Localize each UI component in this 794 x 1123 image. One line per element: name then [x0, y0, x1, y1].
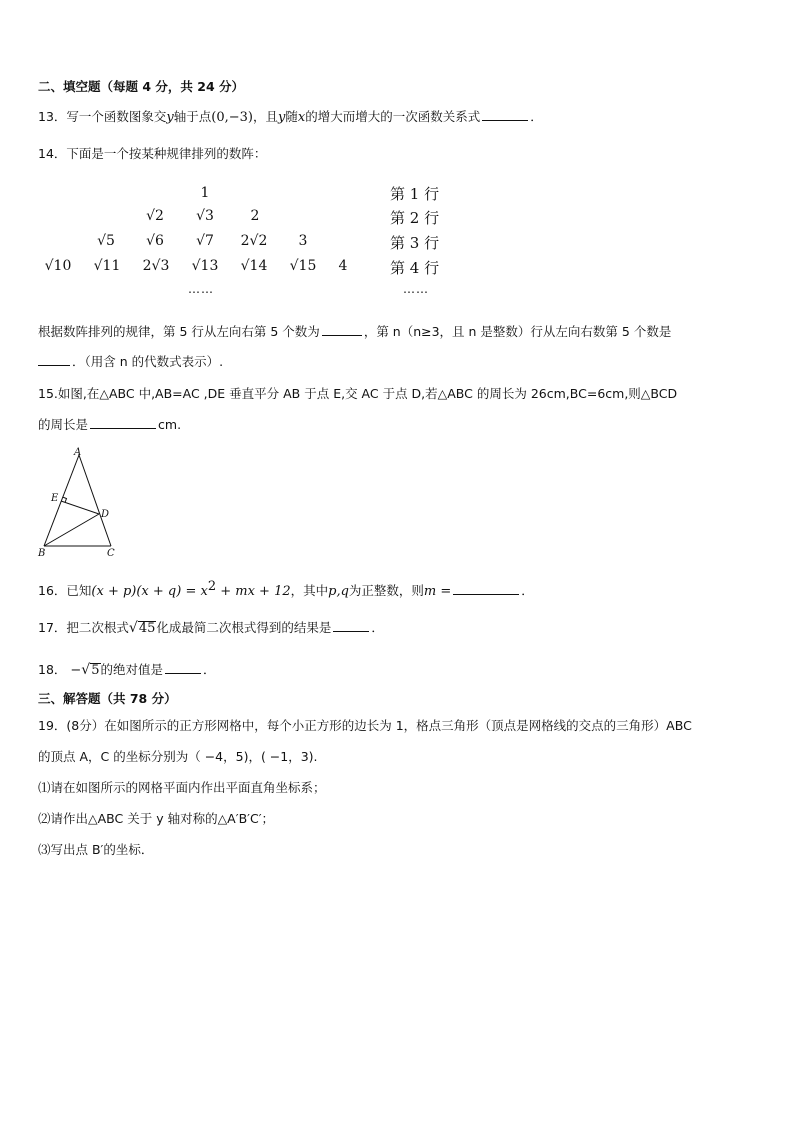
row-label-continuation-dots: ……	[403, 282, 429, 296]
q15-text-a: 的周长是	[38, 417, 89, 432]
q13-var-y: y	[166, 110, 174, 125]
q16-text-b: ，其中	[290, 583, 329, 599]
q14-answer-blank-1[interactable]	[322, 323, 362, 336]
q19-part-1: ⑴请在如图所示的网格平面内作出平面直角坐标系；	[38, 780, 326, 795]
q14-ask-3: ．（用含 n 的代数式表示）.	[72, 354, 224, 369]
q15-text-b: cm.	[158, 417, 182, 432]
q17-sqrt	[129, 620, 156, 636]
row-label-3: 第 3 行	[390, 234, 440, 252]
q13-answer-blank[interactable]	[482, 108, 528, 121]
q18-radicand: 5	[91, 663, 100, 678]
q18-answer-blank[interactable]	[165, 661, 201, 674]
q16-text-c: 为正整数，则	[348, 583, 424, 599]
array-continuation-dots: ……	[188, 282, 214, 296]
q18-minus: −	[70, 663, 82, 678]
q18-end: ．	[203, 662, 216, 677]
row-label-2: 第 2 行	[390, 209, 440, 227]
array-r2-c3: 2	[250, 208, 260, 224]
q13-var-y2: y	[278, 110, 286, 125]
q17-text-b: 化成最简二次根式得到的结果是	[156, 620, 332, 635]
q15-line-2	[38, 416, 181, 434]
q18-text-b: 的绝对值是	[100, 662, 164, 677]
array-r3-c3: √7	[196, 233, 214, 249]
q18-number: 18．	[38, 662, 67, 677]
array-r4-c7: 4	[338, 258, 348, 274]
array-r3-c1: √5	[97, 233, 115, 249]
q16-text-a: 16．已知	[38, 583, 92, 599]
q13-text-3: ，且	[253, 109, 279, 124]
q17-end: ．	[371, 620, 384, 635]
array-r4-c3: 2√3	[142, 258, 170, 274]
array-r3-c5: 3	[298, 233, 308, 249]
question-13	[38, 108, 543, 127]
q13-number: 13．	[38, 109, 67, 124]
q13-var-x: x	[297, 110, 306, 125]
q15-triangle-figure	[36, 446, 126, 560]
q16-end: ．	[521, 583, 534, 599]
q16-expression-2: + mx + 12	[216, 584, 291, 600]
array-r4-c1: √10	[44, 258, 72, 274]
q16-answer-blank[interactable]	[453, 582, 519, 595]
q13-point: (0,−3)	[211, 110, 254, 125]
label-b: B	[38, 548, 46, 559]
label-e: E	[51, 493, 59, 504]
q19-part-3: ⑶写出点 B′的坐标．	[38, 842, 154, 857]
segment-bd	[44, 514, 99, 546]
row-label-1: 第 1 行	[390, 185, 440, 203]
q13-end: ．	[530, 109, 543, 124]
q14-intro: 14．下面是一个按某种规律排列的数阵：	[38, 146, 267, 161]
question-17	[38, 619, 384, 637]
q14-ask-2: ，第 n（n≥3，且 n 是整数）行从左向右数第 5 个数是	[363, 324, 672, 339]
row-label-4: 第 4 行	[390, 259, 440, 277]
segment-ed	[61, 501, 99, 514]
q14-answer-blank-2[interactable]	[38, 353, 70, 366]
q13-text-5: 的增大而增大的一次函数关系式	[305, 109, 481, 124]
q19-line-2: 的顶点 A，C 的坐标分别为（ −4，5)，( −1，3).	[38, 749, 318, 764]
array-r3-c2: √6	[146, 233, 164, 249]
question-16	[38, 578, 534, 601]
edge-ac	[79, 455, 111, 546]
question-18	[38, 661, 216, 680]
q18-sqrt	[81, 662, 100, 678]
array-r3-c4: 2√2	[240, 233, 268, 249]
q17-answer-blank[interactable]	[333, 619, 369, 632]
q13-text-1: 写一个函数图象交	[66, 109, 167, 124]
radical-sign-icon: √	[128, 620, 138, 636]
q17-text-a: 17．把二次根式	[38, 620, 129, 635]
array-r4-c5: √14	[240, 258, 268, 274]
q16-exponent: 2	[207, 579, 217, 594]
q13-text-4: 随	[285, 109, 298, 124]
label-a: A	[74, 447, 82, 458]
array-r2-c1: √2	[146, 208, 164, 224]
array-r4-c6: √15	[289, 258, 317, 274]
q14-question-line-2	[38, 353, 223, 371]
q19-part-2: ⑵请作出△ABC 关于 y 轴对称的△A′B′C′；	[38, 811, 275, 826]
q14-question-line-1	[38, 323, 671, 341]
q15-answer-blank[interactable]	[90, 416, 156, 429]
radical-sign-icon: √	[81, 662, 91, 678]
q16-expression: (x + p)(x + q) = x	[91, 584, 208, 600]
q17-radicand: 45	[138, 621, 156, 636]
array-r1-c1: 1	[200, 185, 210, 201]
q13-text-2: 轴于点	[173, 109, 212, 124]
q19-line-1: 19．(8分）在如图所示的正方形网格中，每个小正方形的边长为 1，格点三角形（顶点是网格线的交点的三角形）ABC	[38, 718, 692, 733]
array-r4-c2: √11	[93, 258, 121, 274]
label-c: C	[107, 548, 115, 559]
q16-vars-pq: p,q	[328, 584, 349, 600]
edge-ab	[44, 455, 79, 546]
label-d: D	[101, 509, 110, 520]
section-title-solutions: 三、解答题（共 78 分）	[38, 691, 177, 706]
q14-ask-1: 根据数阵排列的规律，第 5 行从左向右第 5 个数为	[38, 324, 320, 339]
array-r4-c4: √13	[191, 258, 219, 274]
section-title-fill-blank: 二、填空题（每题 4 分，共 24 分）	[38, 79, 245, 94]
q15-line-1: 15.如图,在△ABC 中,AB=AC ,DE 垂直平分 AB 于点 E,交 AC 于点 D,若△ABC 的周长为 26cm,BC=6cm,则△BCD	[38, 386, 678, 401]
q16-m-equals: m =	[423, 584, 452, 600]
array-r2-c2: √3	[196, 208, 214, 224]
